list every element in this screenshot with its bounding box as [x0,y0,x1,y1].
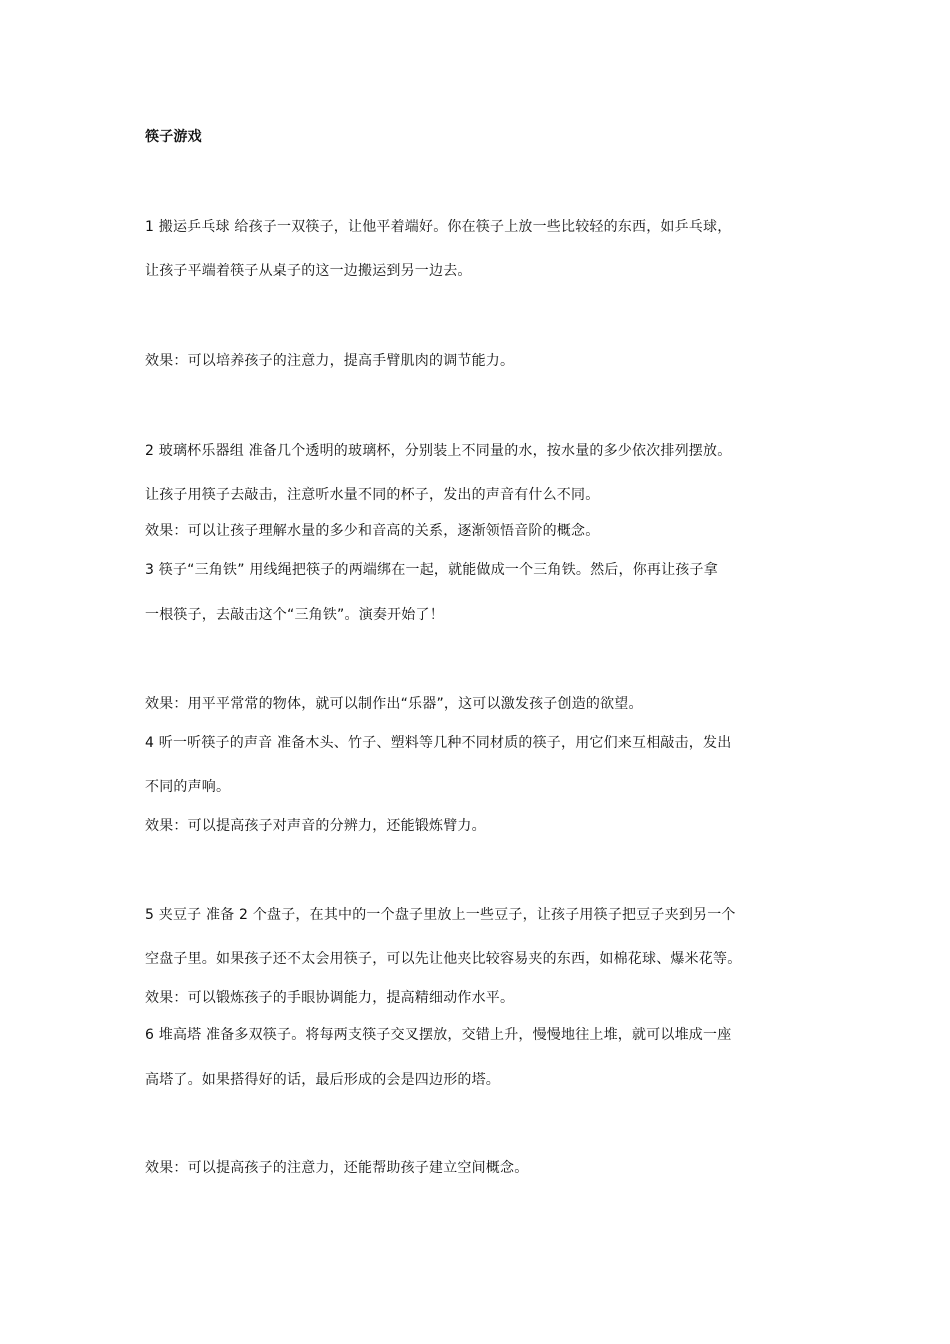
paragraph-line: 效果：可以提高孩子对声音的分辨力，还能锻炼臂力。 [145,818,486,834]
paragraph-line: 效果：可以锻炼孩子的手眼协调能力，提高精细动作水平。 [145,990,515,1006]
paragraph-line: 2 玻璃杯乐器组 准备几个透明的玻璃杯，分别装上不同量的水，按水量的多少依次排列摆放。 [145,443,732,459]
paragraph-line: 高塔了。如果搭得好的话，最后形成的会是四边形的塔。 [145,1072,500,1088]
paragraph-line: 6 堆高塔 准备多双筷子。将每两支筷子交叉摆放，交错上升，慢慢地往上堆，就可以堆成一座 [145,1027,732,1043]
paragraph-line: 让孩子平端着筷子从桌子的这一边搬运到另一边去。 [145,263,472,279]
paragraph-line: 让孩子用筷子去敲击，注意听水量不同的杯子，发出的声音有什么不同。 [145,487,600,503]
paragraph-line: 3 筷子“三角铁” 用线绳把筷子的两端绑在一起，就能做成一个三角铁。然后，你再让孩子拿 [145,562,718,578]
paragraph-line: 4 听一听筷子的声音 准备木头、竹子、塑料等几种不同材质的筷子，用它们来互相敲击，发出 [145,735,732,751]
paragraph-line: 效果：用平平常常的物体，就可以制作出“乐器”，这可以激发孩子创造的欲望。 [145,696,643,712]
paragraph-line: 一根筷子，去敲击这个“三角铁”。演奏开始了！ [145,607,444,623]
paragraph-line: 效果：可以提高孩子的注意力，还能帮助孩子建立空间概念。 [145,1160,529,1176]
paragraph-line: 不同的声响。 [145,779,231,795]
paragraph-line: 5 夹豆子 准备 2 个盘子，在其中的一个盘子里放上一些豆子，让孩子用筷子把豆子夹到另一个 [145,907,736,923]
paragraph-line: 效果：可以培养孩子的注意力，提高手臂肌肉的调节能力。 [145,353,515,369]
document-title: 筷子游戏 [145,129,202,145]
paragraph-line: 效果：可以让孩子理解水量的多少和音高的关系，逐渐领悟音阶的概念。 [145,523,600,539]
paragraph-line: 1 搬运乒乓球 给孩子一双筷子，让他平着端好。你在筷子上放一些比较轻的东西，如乒乓球， [145,219,732,235]
paragraph-line: 空盘子里。如果孩子还不太会用筷子，可以先让他夹比较容易夹的东西，如棉花球、爆米花等。 [145,951,742,967]
